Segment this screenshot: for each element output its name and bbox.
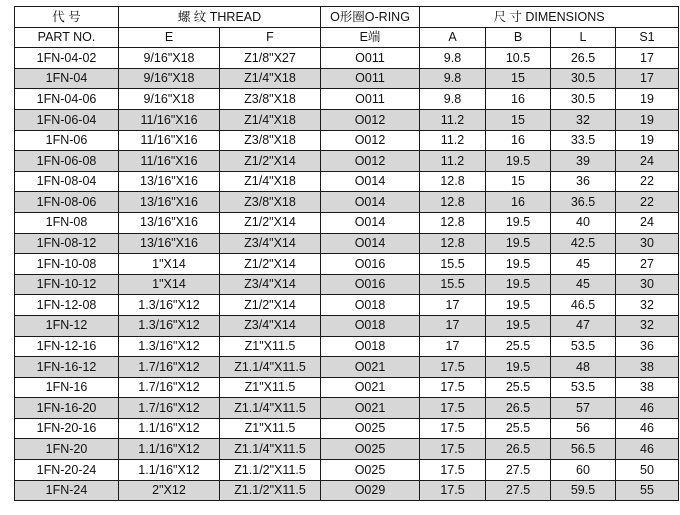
cell-dim-s1: 19 xyxy=(616,89,679,110)
cell-part-no: 1FN-04 xyxy=(15,68,119,89)
cell-part-no: 1FN-20-24 xyxy=(15,460,119,481)
cell-oring: O016 xyxy=(321,254,420,275)
cell-dim-b: 19.5 xyxy=(486,295,551,316)
cell-dim-l: 36 xyxy=(551,171,616,192)
cell-oring: O021 xyxy=(321,398,420,419)
table-row xyxy=(15,460,679,481)
cell-part-no: 1FN-10-08 xyxy=(15,254,119,275)
cell-thread-f: Z1"X11.5 xyxy=(220,377,321,398)
cell-thread-f: Z1.1/2"X11.5 xyxy=(220,460,321,481)
table-row xyxy=(15,48,679,69)
cell-dim-b: 16 xyxy=(486,130,551,151)
cell-dim-a: 12.8 xyxy=(420,171,486,192)
header-oring: O形圈O-RING xyxy=(321,7,420,28)
cell-dim-b: 19.5 xyxy=(486,254,551,275)
cell-dim-l: 56 xyxy=(551,418,616,439)
cell-dim-a: 11.2 xyxy=(420,109,486,130)
cell-dim-b: 10.5 xyxy=(486,48,551,69)
cell-thread-e: 9/16"X18 xyxy=(119,89,220,110)
cell-part-no: 1FN-06-08 xyxy=(15,151,119,172)
cell-thread-f: Z1"X11.5 xyxy=(220,336,321,357)
cell-thread-e: 9/16"X18 xyxy=(119,48,220,69)
cell-dim-a: 17.5 xyxy=(420,460,486,481)
header-dimensions: 尺 寸 DIMENSIONS xyxy=(420,7,679,28)
cell-dim-b: 25.5 xyxy=(486,336,551,357)
cell-part-no: 1FN-20-16 xyxy=(15,418,119,439)
cell-dim-l: 30.5 xyxy=(551,68,616,89)
table-row xyxy=(15,274,679,295)
cell-thread-f: Z3/4"X14 xyxy=(220,315,321,336)
cell-dim-a: 17.5 xyxy=(420,357,486,378)
table-row xyxy=(15,68,679,89)
cell-dim-l: 45 xyxy=(551,254,616,275)
table-row xyxy=(15,377,679,398)
cell-part-no: 1FN-08-06 xyxy=(15,192,119,213)
cell-thread-f: Z1/2"X14 xyxy=(220,151,321,172)
cell-thread-e: 1.7/16"X12 xyxy=(119,398,220,419)
cell-dim-b: 25.5 xyxy=(486,418,551,439)
cell-thread-e: 11/16"X16 xyxy=(119,130,220,151)
table-body xyxy=(15,48,679,501)
cell-oring: O021 xyxy=(321,357,420,378)
cell-thread-f: Z3/8"X18 xyxy=(220,192,321,213)
cell-dim-l: 46.5 xyxy=(551,295,616,316)
cell-dim-s1: 22 xyxy=(616,192,679,213)
cell-dim-b: 19.5 xyxy=(486,151,551,172)
cell-dim-s1: 36 xyxy=(616,336,679,357)
cell-dim-a: 15.5 xyxy=(420,274,486,295)
header-part-no-cn: 代 号 xyxy=(15,7,119,28)
table-row xyxy=(15,151,679,172)
cell-dim-l: 47 xyxy=(551,315,616,336)
cell-dim-s1: 46 xyxy=(616,439,679,460)
table-row xyxy=(15,336,679,357)
cell-dim-s1: 46 xyxy=(616,398,679,419)
cell-dim-a: 9.8 xyxy=(420,48,486,69)
cell-dim-s1: 19 xyxy=(616,130,679,151)
cell-oring: O025 xyxy=(321,439,420,460)
cell-dim-b: 25.5 xyxy=(486,377,551,398)
cell-part-no: 1FN-08-12 xyxy=(15,233,119,254)
cell-dim-l: 30.5 xyxy=(551,89,616,110)
cell-thread-e: 1.1/16"X12 xyxy=(119,418,220,439)
fitting-spec-table xyxy=(14,6,679,501)
cell-thread-e: 1.7/16"X12 xyxy=(119,377,220,398)
cell-part-no: 1FN-16-20 xyxy=(15,398,119,419)
cell-dim-a: 9.8 xyxy=(420,68,486,89)
cell-thread-e: 11/16"X16 xyxy=(119,151,220,172)
cell-dim-b: 19.5 xyxy=(486,357,551,378)
cell-dim-l: 59.5 xyxy=(551,480,616,501)
cell-thread-f: Z1/4"X18 xyxy=(220,171,321,192)
cell-dim-s1: 32 xyxy=(616,295,679,316)
cell-oring: O014 xyxy=(321,212,420,233)
cell-dim-s1: 32 xyxy=(616,315,679,336)
cell-dim-s1: 24 xyxy=(616,212,679,233)
cell-part-no: 1FN-06-04 xyxy=(15,109,119,130)
cell-dim-b: 26.5 xyxy=(486,439,551,460)
cell-thread-f: Z1.1/4"X11.5 xyxy=(220,357,321,378)
cell-dim-s1: 19 xyxy=(616,109,679,130)
cell-dim-b: 26.5 xyxy=(486,398,551,419)
cell-dim-s1: 27 xyxy=(616,254,679,275)
cell-dim-s1: 46 xyxy=(616,418,679,439)
cell-thread-f: Z1/2"X14 xyxy=(220,295,321,316)
cell-thread-f: Z1.1/2"X11.5 xyxy=(220,480,321,501)
cell-dim-a: 17.5 xyxy=(420,377,486,398)
cell-thread-e: 1.1/16"X12 xyxy=(119,460,220,481)
cell-dim-a: 17 xyxy=(420,315,486,336)
header-thread: 螺 纹 THREAD xyxy=(119,7,321,28)
cell-oring: O011 xyxy=(321,68,420,89)
cell-oring: O014 xyxy=(321,233,420,254)
header-col-b: B xyxy=(486,27,551,48)
cell-dim-b: 15 xyxy=(486,171,551,192)
cell-part-no: 1FN-20 xyxy=(15,439,119,460)
cell-thread-e: 1"X14 xyxy=(119,254,220,275)
cell-dim-s1: 17 xyxy=(616,68,679,89)
cell-part-no: 1FN-12 xyxy=(15,315,119,336)
header-col-a: A xyxy=(420,27,486,48)
cell-part-no: 1FN-12-08 xyxy=(15,295,119,316)
cell-part-no: 1FN-24 xyxy=(15,480,119,501)
cell-thread-e: 11/16"X16 xyxy=(119,109,220,130)
cell-thread-e: 1.7/16"X12 xyxy=(119,357,220,378)
cell-oring: O012 xyxy=(321,130,420,151)
cell-oring: O016 xyxy=(321,274,420,295)
cell-dim-s1: 55 xyxy=(616,480,679,501)
cell-part-no: 1FN-08 xyxy=(15,212,119,233)
cell-dim-b: 16 xyxy=(486,192,551,213)
cell-dim-b: 19.5 xyxy=(486,212,551,233)
cell-thread-e: 13/16"X16 xyxy=(119,233,220,254)
cell-oring: O025 xyxy=(321,460,420,481)
cell-thread-f: Z1/4"X18 xyxy=(220,109,321,130)
cell-thread-f: Z1/8"X27 xyxy=(220,48,321,69)
cell-thread-e: 1.3/16"X12 xyxy=(119,295,220,316)
header-col-f: F xyxy=(220,27,321,48)
table-row xyxy=(15,357,679,378)
cell-dim-l: 42.5 xyxy=(551,233,616,254)
header-part-no-en: PART NO. xyxy=(15,27,119,48)
cell-dim-a: 17.5 xyxy=(420,418,486,439)
cell-oring: O018 xyxy=(321,336,420,357)
table-row xyxy=(15,315,679,336)
table-row xyxy=(15,233,679,254)
cell-oring: O012 xyxy=(321,151,420,172)
cell-oring: O014 xyxy=(321,171,420,192)
table-header xyxy=(15,7,679,48)
cell-part-no: 1FN-16 xyxy=(15,377,119,398)
header-col-s1: S1 xyxy=(616,27,679,48)
cell-dim-s1: 50 xyxy=(616,460,679,481)
cell-dim-b: 27.5 xyxy=(486,460,551,481)
cell-dim-s1: 17 xyxy=(616,48,679,69)
cell-oring: O011 xyxy=(321,48,420,69)
header-col-e: E xyxy=(119,27,220,48)
table-row xyxy=(15,295,679,316)
table-row xyxy=(15,254,679,275)
table-row xyxy=(15,171,679,192)
cell-dim-l: 60 xyxy=(551,460,616,481)
header-row-1 xyxy=(15,7,679,28)
cell-dim-l: 56.5 xyxy=(551,439,616,460)
cell-thread-e: 1"X14 xyxy=(119,274,220,295)
cell-dim-a: 11.2 xyxy=(420,130,486,151)
cell-dim-l: 53.5 xyxy=(551,336,616,357)
cell-thread-f: Z3/8"X18 xyxy=(220,89,321,110)
cell-thread-f: Z1.1/4"X11.5 xyxy=(220,398,321,419)
cell-dim-l: 40 xyxy=(551,212,616,233)
cell-dim-a: 17 xyxy=(420,295,486,316)
cell-dim-l: 39 xyxy=(551,151,616,172)
cell-dim-s1: 30 xyxy=(616,274,679,295)
cell-dim-a: 12.8 xyxy=(420,192,486,213)
cell-part-no: 1FN-04-02 xyxy=(15,48,119,69)
header-row-2 xyxy=(15,27,679,48)
cell-dim-s1: 38 xyxy=(616,357,679,378)
table-row xyxy=(15,439,679,460)
cell-dim-b: 15 xyxy=(486,68,551,89)
cell-dim-b: 15 xyxy=(486,109,551,130)
cell-thread-f: Z1/2"X14 xyxy=(220,212,321,233)
cell-oring: O018 xyxy=(321,295,420,316)
cell-part-no: 1FN-16-12 xyxy=(15,357,119,378)
cell-thread-e: 1.3/16"X12 xyxy=(119,336,220,357)
cell-dim-l: 36.5 xyxy=(551,192,616,213)
cell-dim-s1: 38 xyxy=(616,377,679,398)
cell-dim-s1: 22 xyxy=(616,171,679,192)
cell-dim-a: 17 xyxy=(420,336,486,357)
cell-part-no: 1FN-10-12 xyxy=(15,274,119,295)
cell-thread-f: Z1/2"X14 xyxy=(220,254,321,275)
table-row xyxy=(15,418,679,439)
cell-part-no: 1FN-08-04 xyxy=(15,171,119,192)
cell-thread-f: Z3/4"X14 xyxy=(220,274,321,295)
cell-thread-e: 2"X12 xyxy=(119,480,220,501)
cell-dim-l: 48 xyxy=(551,357,616,378)
cell-oring: O012 xyxy=(321,109,420,130)
cell-dim-a: 17.5 xyxy=(420,480,486,501)
cell-dim-a: 12.8 xyxy=(420,212,486,233)
cell-thread-e: 9/16"X18 xyxy=(119,68,220,89)
cell-dim-a: 11.2 xyxy=(420,151,486,172)
cell-thread-e: 1.1/16"X12 xyxy=(119,439,220,460)
cell-thread-e: 13/16"X16 xyxy=(119,212,220,233)
cell-oring: O014 xyxy=(321,192,420,213)
cell-dim-s1: 24 xyxy=(616,151,679,172)
cell-dim-b: 19.5 xyxy=(486,233,551,254)
table-row xyxy=(15,192,679,213)
table-row xyxy=(15,398,679,419)
cell-thread-e: 1.3/16"X12 xyxy=(119,315,220,336)
cell-thread-e: 13/16"X16 xyxy=(119,171,220,192)
cell-oring: O025 xyxy=(321,418,420,439)
cell-oring: O018 xyxy=(321,315,420,336)
cell-part-no: 1FN-04-06 xyxy=(15,89,119,110)
cell-oring: O021 xyxy=(321,377,420,398)
cell-dim-a: 17.5 xyxy=(420,439,486,460)
cell-thread-f: Z1/4"X18 xyxy=(220,68,321,89)
cell-part-no: 1FN-12-16 xyxy=(15,336,119,357)
cell-dim-l: 32 xyxy=(551,109,616,130)
cell-dim-l: 26.5 xyxy=(551,48,616,69)
cell-dim-b: 27.5 xyxy=(486,480,551,501)
header-col-e-end: E端 xyxy=(321,27,420,48)
cell-dim-b: 19.5 xyxy=(486,315,551,336)
table-row xyxy=(15,109,679,130)
cell-thread-f: Z1"X11.5 xyxy=(220,418,321,439)
cell-dim-s1: 30 xyxy=(616,233,679,254)
cell-dim-l: 57 xyxy=(551,398,616,419)
table-row xyxy=(15,480,679,501)
cell-dim-a: 12.8 xyxy=(420,233,486,254)
cell-thread-f: Z1.1/4"X11.5 xyxy=(220,439,321,460)
cell-thread-f: Z3/4"X14 xyxy=(220,233,321,254)
cell-dim-b: 16 xyxy=(486,89,551,110)
table-row xyxy=(15,212,679,233)
cell-dim-a: 9.8 xyxy=(420,89,486,110)
cell-dim-b: 19.5 xyxy=(486,274,551,295)
cell-dim-l: 33.5 xyxy=(551,130,616,151)
table-row xyxy=(15,130,679,151)
cell-thread-e: 13/16"X16 xyxy=(119,192,220,213)
cell-thread-f: Z3/8"X18 xyxy=(220,130,321,151)
cell-dim-a: 15.5 xyxy=(420,254,486,275)
cell-dim-l: 45 xyxy=(551,274,616,295)
table-row xyxy=(15,89,679,110)
header-col-l: L xyxy=(551,27,616,48)
cell-part-no: 1FN-06 xyxy=(15,130,119,151)
cell-oring: O011 xyxy=(321,89,420,110)
cell-dim-a: 17.5 xyxy=(420,398,486,419)
cell-oring: O029 xyxy=(321,480,420,501)
spec-table-container xyxy=(14,6,679,501)
cell-dim-l: 53.5 xyxy=(551,377,616,398)
